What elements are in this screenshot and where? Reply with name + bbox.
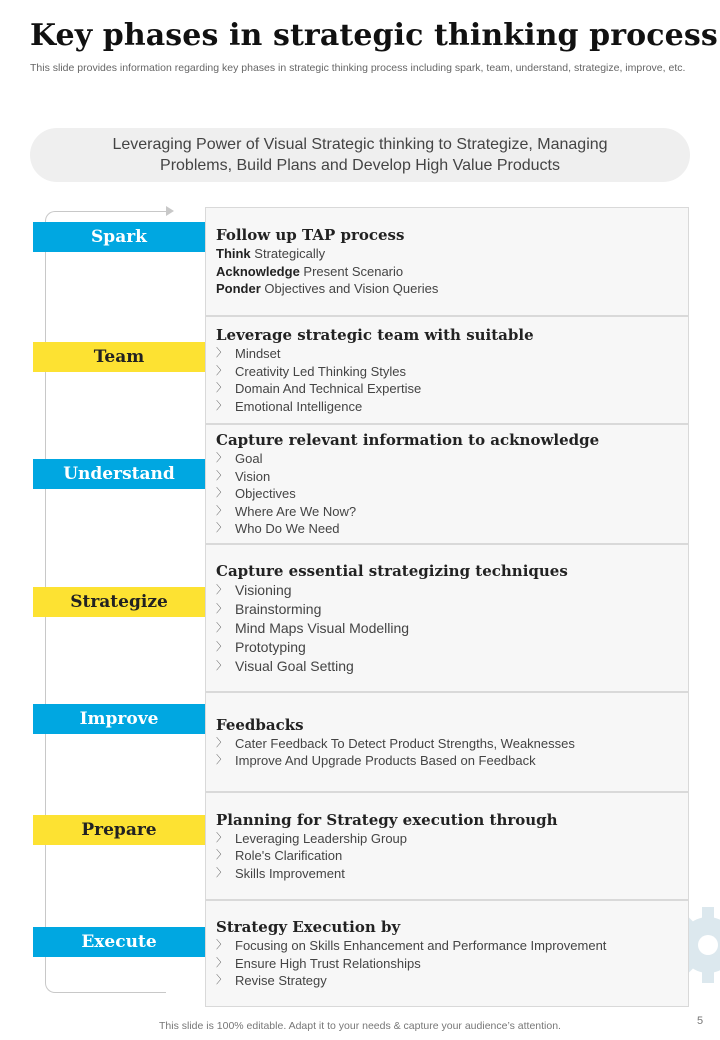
chevron-right-icon: 〉 [216,522,227,535]
chevron-right-icon: 〉 [216,866,227,879]
banner-line-1: Leveraging Power of Visual Strategic thinking to Strategize, Managing [112,136,608,153]
list-item: 〉 Where Are We Now? [216,503,357,519]
phase-card-strategize [205,544,689,692]
bullet-list [216,937,688,990]
flow-arrow-icon [166,206,174,216]
list-item: 〉 Emotional Intelligence [216,398,363,414]
list-item: 〉 Who Do We Need [216,521,340,537]
chevron-right-icon: 〉 [216,831,227,844]
phase-card-understand [205,424,689,544]
list-item: 〉 Creativity Led Thinking Styles [216,363,407,379]
page-subtitle: This slide provides information regarding key phases in strategic thinking process including spark, team, understand, strategize, improve, etc. [30,62,686,74]
kv-key: Acknowledge [216,263,300,279]
chevron-right-icon: 〉 [216,347,227,359]
chevron-right-icon: 〉 [216,621,227,634]
chevron-right-icon: 〉 [216,956,227,969]
chevron-right-icon: 〉 [216,583,227,596]
phase-label-spark: Spark [33,222,205,252]
bullet-list [216,830,688,883]
list-item: 〉 Domain And Technical Expertise [216,381,422,396]
kv-key: Think [216,246,251,262]
chevron-right-icon: 〉 [216,602,227,615]
chevron-right-icon: 〉 [216,504,227,517]
phase-card-prepare [205,792,689,900]
chevron-right-icon: 〉 [216,399,227,412]
bullet-list [216,450,688,538]
chevron-right-icon: 〉 [216,364,227,377]
chevron-right-icon: 〉 [216,939,227,952]
phase-label-improve: Improve [33,704,205,734]
chevron-right-icon: 〉 [216,452,227,465]
phase-label-prepare: Prepare [33,815,205,845]
chevron-right-icon: 〉 [216,382,227,394]
kv-line [216,280,688,298]
card-heading: Feedbacks [216,715,304,734]
page-title: Key phases in strategic thinking process [30,18,718,53]
chevron-right-icon: 〉 [216,736,227,749]
summary-banner [30,128,690,182]
list-item: 〉 Visioning [216,581,292,598]
card-heading: Strategy Execution by [216,918,401,937]
list-item: 〉 Leveraging Leadership Group [216,830,408,846]
kv-line [216,245,688,263]
bullet-list [216,581,688,676]
kv-line [216,263,688,281]
banner-line-2: Problems, Build Plans and Develop High Value Products [160,157,560,174]
list-item: 〉 Revise Strategy [216,973,327,989]
phase-card-spark [205,207,689,316]
card-heading: Capture relevant information to acknowledge [216,431,600,450]
list-item: 〉 Cater Feedback To Detect Product Strengths, Weaknesses [216,735,575,751]
list-item: 〉 Visual Goal Setting [216,657,354,674]
list-item: 〉 Improve And Upgrade Products Based on Feedback [216,753,536,768]
kv-text: Present Scenario [299,263,404,279]
bullet-list [216,345,688,415]
chevron-right-icon: 〉 [216,849,227,862]
list-item: 〉 Skills Improvement [216,865,345,881]
phase-label-strategize: Strategize [33,587,205,617]
list-item: 〉 Brainstorming [216,600,322,617]
phase-card-execute [205,900,689,1007]
chevron-right-icon: 〉 [216,754,227,766]
card-heading: Leverage strategic team with suitable [216,326,534,344]
kv-text: Strategically [250,246,326,262]
chevron-right-icon: 〉 [216,974,227,987]
card-heading: Follow up TAP process [216,226,405,245]
phase-card-improve [205,692,689,792]
phase-label-understand: Understand [33,459,205,489]
list-item: 〉 Ensure High Trust Relationships [216,955,421,971]
list-item: 〉 Prototyping [216,638,306,655]
list-item: 〉 Objectives [216,486,296,502]
list-item: 〉 Mindset [216,346,281,361]
chevron-right-icon: 〉 [216,659,227,672]
phase-card-team [205,316,689,424]
card-heading: Capture essential strategizing techniques [216,561,568,580]
list-item: 〉 Role's Clarification [216,848,343,864]
list-item: 〉 Vision [216,468,271,484]
chevron-right-icon: 〉 [216,640,227,653]
chevron-right-icon: 〉 [216,487,227,500]
footer-note: This slide is 100% editable. Adapt it to your needs & capture your audience’s attention. [159,1020,561,1032]
chevron-right-icon: 〉 [216,469,227,482]
card-heading: Planning for Strategy execution through [216,810,558,829]
bullet-list [216,735,688,770]
phase-label-execute: Execute [33,927,205,957]
page-number: 5 [697,1015,704,1027]
list-item: 〉 Mind Maps Visual Modelling [216,619,410,636]
list-item: 〉 Goal [216,451,263,467]
kv-text: Objectives and Vision Queries [260,281,439,297]
kv-key: Ponder [216,281,261,297]
phase-label-team: Team [33,342,205,372]
list-item: 〉 Focusing on Skills Enhancement and Performance Improvement [216,938,607,954]
